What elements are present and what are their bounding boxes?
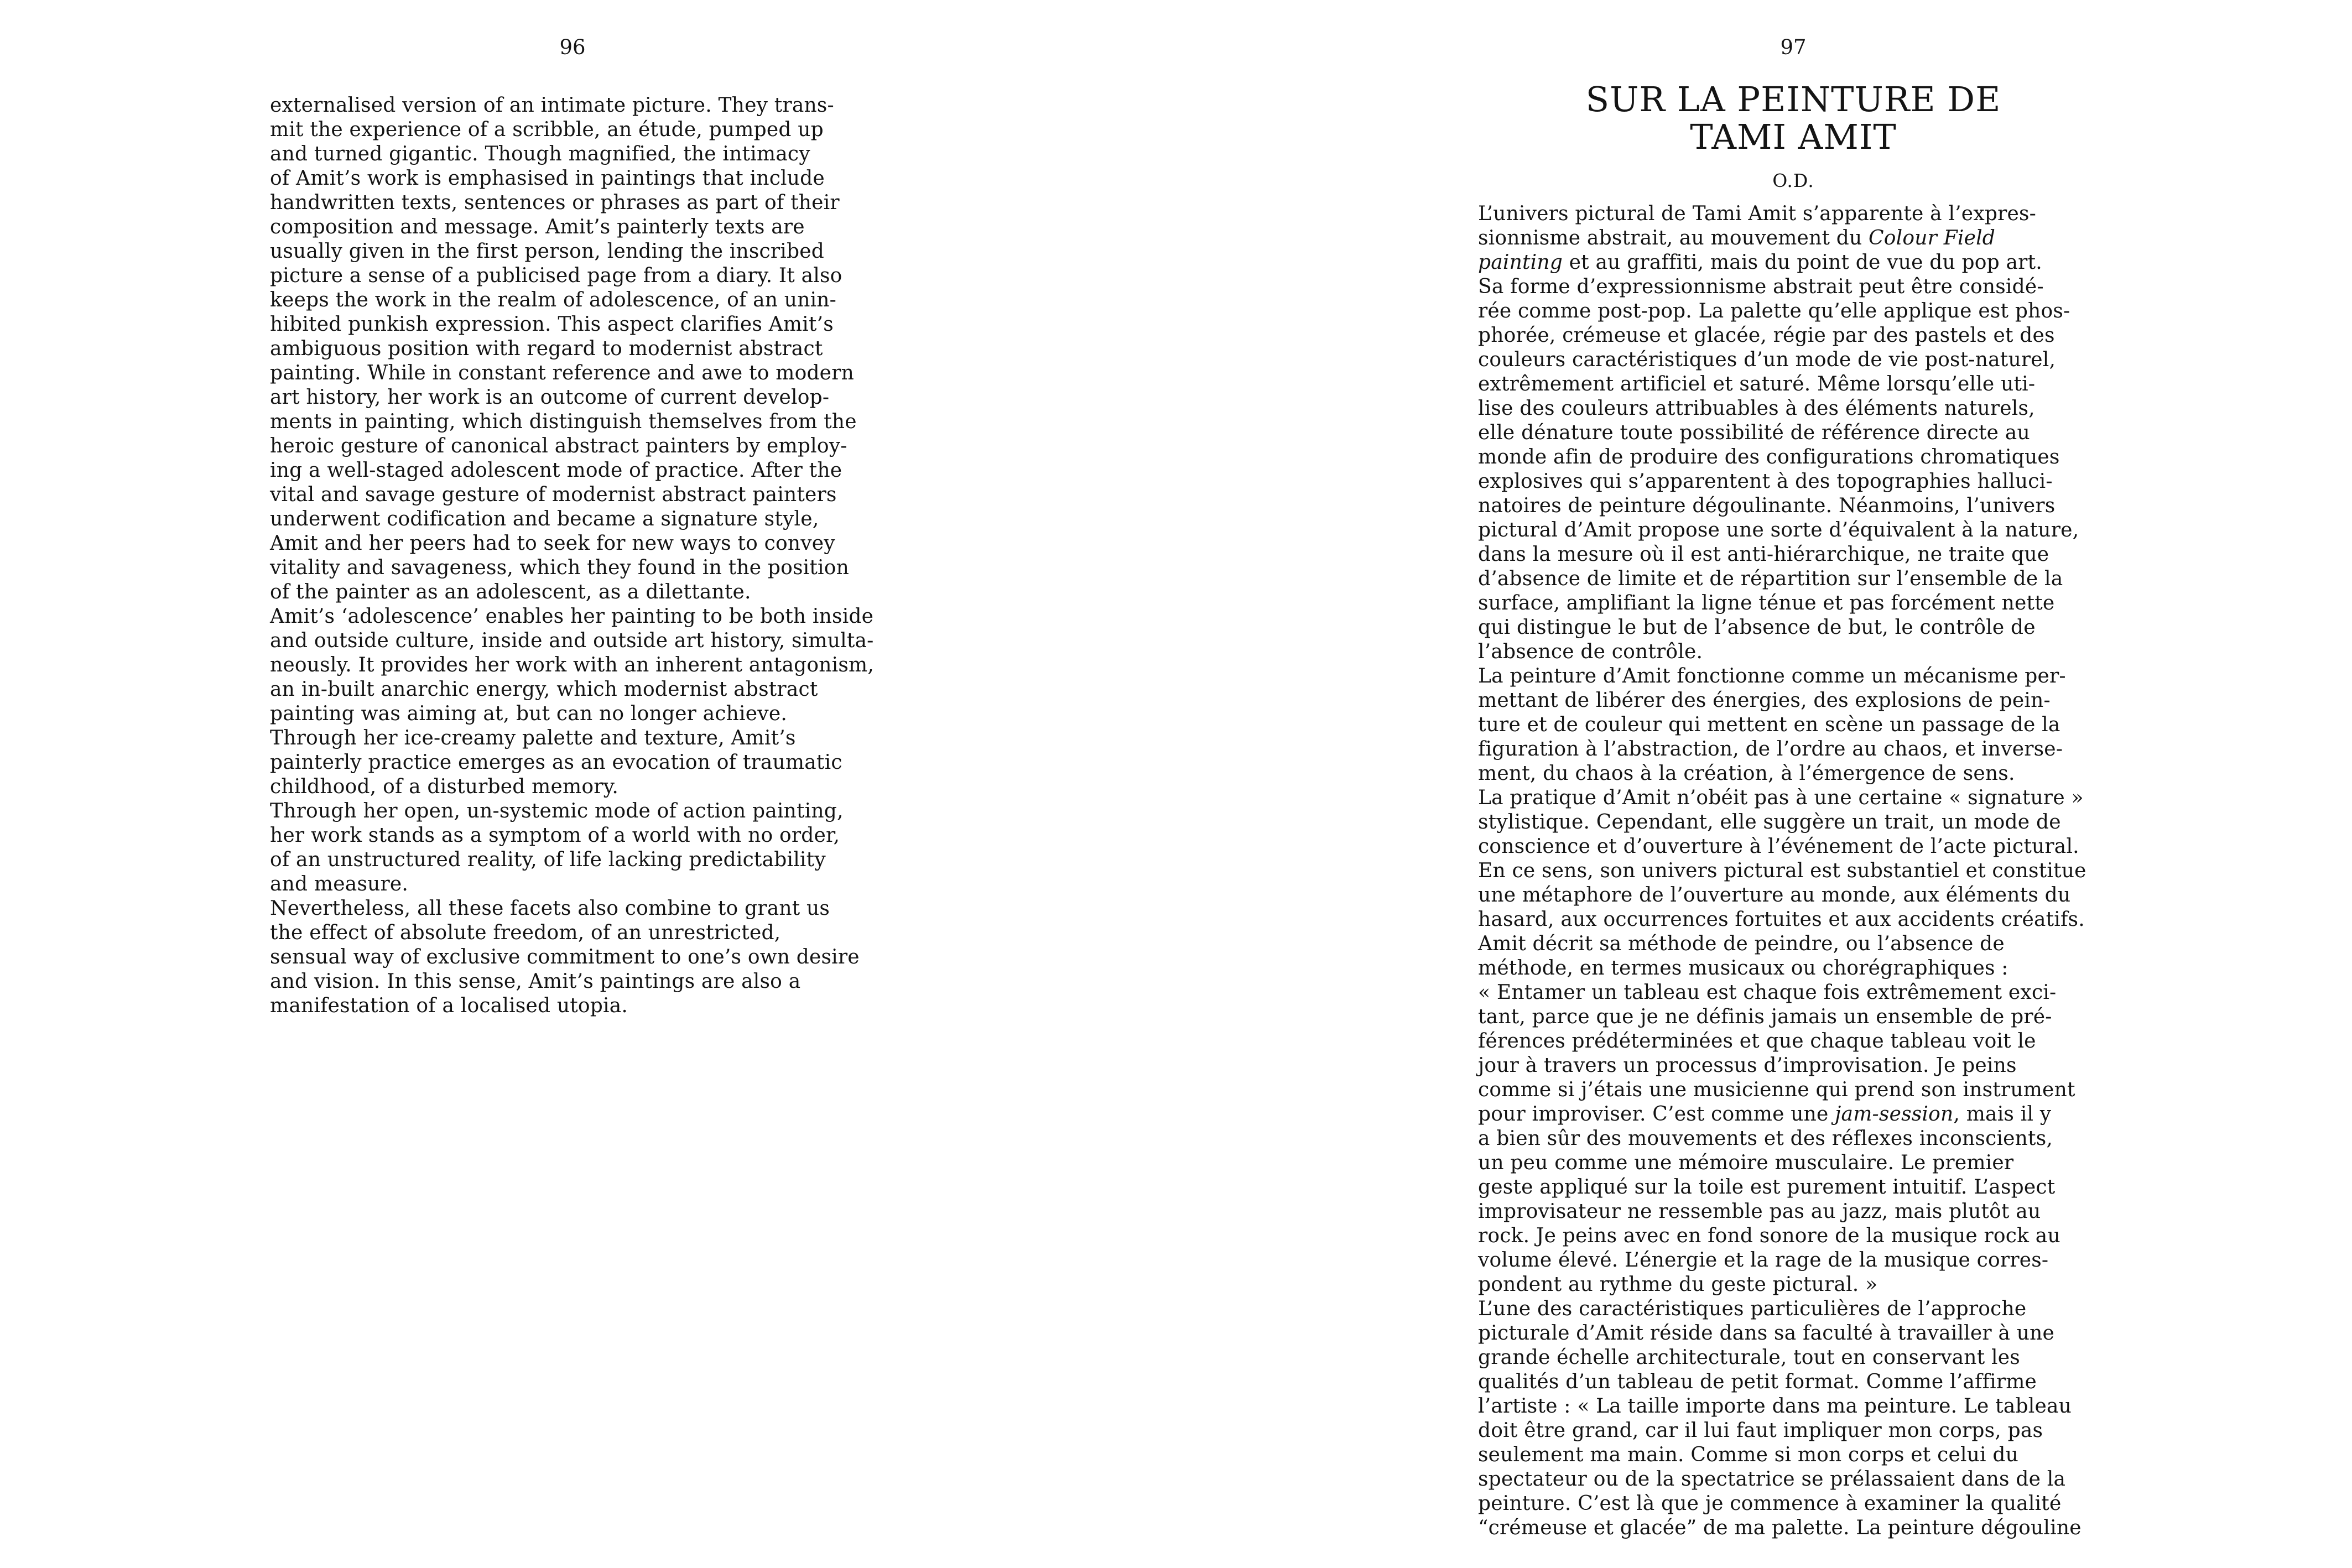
paragraph xyxy=(1478,664,2109,786)
text-line: l’absence de contrôle. xyxy=(1478,640,1703,663)
text-line: picture a sense of a publicised page from a diary. It also xyxy=(270,264,842,287)
text-line: ambiguous position with regard to modernist abstract xyxy=(270,337,823,360)
text-line: extrêmement artificiel et saturé. Même lorsqu’elle uti- xyxy=(1478,373,2036,395)
paragraph xyxy=(1478,932,2109,1297)
paragraph xyxy=(1478,202,2109,664)
author-initials: O.D. xyxy=(1772,170,1814,191)
text-line: externalised version of an intimate picture. They trans- xyxy=(270,94,834,117)
text-line: Sa forme d’expressionnisme abstrait peut être considé- xyxy=(1478,275,2044,298)
text-line: peinture. C’est là que je commence à examiner la qualité xyxy=(1478,1492,2062,1515)
text-line: handwritten texts, sentences or phrases as part of their xyxy=(270,191,840,214)
text-line: vitality and savageness, which they found in the position xyxy=(270,556,849,579)
text-line: jour à travers un processus d’improvisation. Je peins xyxy=(1478,1054,2017,1077)
text-line: couleurs caractéristiques d’un mode de vie post-naturel, xyxy=(1478,348,2056,371)
text-line: ing a well-staged adolescent mode of practice. After the xyxy=(270,459,842,482)
text-line: Through her open, un-systemic mode of action painting, xyxy=(270,800,844,822)
text-line: picturale d’Amit réside dans sa faculté à travailler à une xyxy=(1478,1322,2055,1345)
text-line: qualités d’un tableau de petit format. Comme l’affirme xyxy=(1478,1371,2037,1393)
text-line: of an unstructured reality, of life lacking predictability xyxy=(270,848,826,871)
text-line: of Amit’s work is emphasised in paintings that include xyxy=(270,167,825,190)
left-page-text xyxy=(270,93,875,1018)
text-line: phorée, crémeuse et glacée, régie par des pastels et des xyxy=(1478,324,2055,347)
text-line: neously. It provides her work with an inherent antagonism, xyxy=(270,654,875,676)
text-line: ments in painting, which distinguish themselves from the xyxy=(270,410,857,433)
text-line: of the painter as an adolescent, as a dilettante. xyxy=(270,581,751,603)
text-line: « Entamer un tableau est chaque fois extrêmement exci- xyxy=(1478,981,2057,1004)
text-line: a bien sûr des mouvements et des réflexes inconscients, xyxy=(1478,1127,2053,1150)
text-line: figuration à l’abstraction, de l’ordre au chaos, et inverse- xyxy=(1478,738,2063,760)
text-line: méthode, en termes musicaux ou chorégraphiques : xyxy=(1478,957,2008,980)
text-line: Amit’s ‘adolescence’ enables her painting to be both inside xyxy=(270,605,874,628)
text-line: rock. Je peins avec en fond sonore de la musique rock au xyxy=(1478,1225,2060,1247)
text-line: explosives qui s’apparentent à des topographies halluci- xyxy=(1478,470,2053,493)
text-line: d’absence de limite et de répartition sur l’ensemble de la xyxy=(1478,567,2063,590)
text-line: qui distingue le but de l’absence de but, le contrôle de xyxy=(1478,616,2036,639)
page-number-right: 97 xyxy=(1780,35,1807,59)
article-title-line-1: SUR LA PEINTURE DE xyxy=(1585,79,2001,119)
text-line: La peinture d’Amit fonctionne comme un mécanisme per- xyxy=(1478,665,2066,687)
text-line: “crémeuse et glacée” de ma palette. La peinture dégouline xyxy=(1478,1517,2082,1539)
text-line: La pratique d’Amit n’obéit pas à une certaine « signature » xyxy=(1478,786,2084,809)
text-line: tant, parce que je ne définis jamais un ensemble de pré- xyxy=(1478,1006,2052,1028)
text-line: conscience et d’ouverture à l’événement de l’acte pictural. xyxy=(1478,835,2079,858)
text-line: mit the experience of a scribble, an étude, pumped up xyxy=(270,118,824,141)
text-line: grande échelle architecturale, tout en conservant les xyxy=(1478,1346,2020,1369)
text-line: underwent codification and became a signature style, xyxy=(270,508,819,530)
text-line: childhood, of a disturbed memory. xyxy=(270,775,619,798)
paragraph xyxy=(270,726,875,799)
text-line: Amit décrit sa méthode de peindre, ou l’absence de xyxy=(1478,933,2005,955)
text-line: elle dénature toute possibilité de référence directe au xyxy=(1478,421,2030,444)
text-line: Nevertheless, all these facets also combine to grant us xyxy=(270,897,830,920)
text-line: volume élevé. L’énergie et la rage de la musique corres- xyxy=(1478,1249,2049,1272)
text-line: manifestation of a localised utopia. xyxy=(270,994,628,1017)
paragraph xyxy=(270,93,875,605)
text-line: sionnisme abstrait, au mouvement du Colour Field xyxy=(1478,227,1996,249)
text-line: rée comme post-pop. La palette qu’elle applique est phos- xyxy=(1478,300,2070,322)
text-line: geste appliqué sur la toile est purement intuitif. L’aspect xyxy=(1478,1176,2056,1199)
text-line: seulement ma main. Comme si mon corps et celui du xyxy=(1478,1444,2019,1466)
paragraph xyxy=(270,897,875,1018)
text-line: and outside culture, inside and outside art history, simulta- xyxy=(270,629,874,652)
text-line: l’artiste : « La taille importe dans ma peinture. Le tableau xyxy=(1478,1395,2072,1418)
text-line: En ce sens, son univers pictural est substantiel et constitue xyxy=(1478,859,2086,882)
text-line: Amit and her peers had to seek for new ways to convey xyxy=(270,532,835,555)
text-line: surface, amplifiant la ligne ténue et pas forcément nette xyxy=(1478,592,2055,614)
text-line: Through her ice-creamy palette and texture, Amit’s xyxy=(270,727,796,749)
text-line: composition and message. Amit’s painterly texts are xyxy=(270,216,805,238)
text-line: and vision. In this sense, Amit’s paintings are also a xyxy=(270,970,801,993)
page-number-left: 96 xyxy=(559,35,586,59)
text-line: sensual way of exclusive commitment to one’s own desire xyxy=(270,946,860,968)
text-line: painting et au graffiti, mais du point de vue du pop art. xyxy=(1478,251,2042,274)
text-line: painting was aiming at, but can no longer achieve. xyxy=(270,702,787,725)
text-line: comme si j’étais une musicienne qui prend son instrument xyxy=(1478,1079,2075,1101)
text-line: pour improviser. C’est comme une jam-session, mais il y xyxy=(1478,1103,2052,1126)
text-line: mettant de libérer des énergies, des explosions de pein- xyxy=(1478,689,2051,712)
paragraph xyxy=(1478,786,2109,932)
text-line: doit être grand, car il lui faut impliquer mon corps, pas xyxy=(1478,1419,2043,1442)
text-line: une métaphore de l’ouverture au monde, aux éléments du xyxy=(1478,884,2071,907)
text-line: and measure. xyxy=(270,873,409,895)
text-line: natoires de peinture dégoulinante. Néanmoins, l’univers xyxy=(1478,494,2056,517)
text-line: painterly practice emerges as an evocation of traumatic xyxy=(270,751,842,774)
paragraph xyxy=(1478,1297,2109,1540)
text-line: vital and savage gesture of modernist abstract painters xyxy=(270,483,837,506)
text-line: un peu comme une mémoire musculaire. Le premier xyxy=(1478,1152,2014,1174)
right-page-text xyxy=(1478,202,2109,1540)
paragraph xyxy=(270,799,875,897)
text-line: stylistique. Cependant, elle suggère un trait, un mode de xyxy=(1478,811,2061,834)
text-line: ment, du chaos à la création, à l’émergence de sens. xyxy=(1478,762,2015,785)
text-line: painting. While in constant reference and awe to modern xyxy=(270,362,854,384)
text-line: pictural d’Amit propose une sorte d’équivalent à la nature, xyxy=(1478,519,2079,541)
text-line: heroic gesture of canonical abstract painters by employ- xyxy=(270,435,847,457)
text-line: an in-built anarchic energy, which modernist abstract xyxy=(270,678,818,701)
text-line: L’univers pictural de Tami Amit s’apparente à l’expres- xyxy=(1478,202,2037,225)
text-line: L’une des caractéristiques particulières de l’approche xyxy=(1478,1298,2027,1320)
text-line: the effect of absolute freedom, of an unrestricted, xyxy=(270,921,781,944)
paragraph xyxy=(270,605,875,726)
text-line: improvisateur ne ressemble pas au jazz, mais plutôt au xyxy=(1478,1200,2041,1223)
text-line: ture et de couleur qui mettent en scène un passage de la xyxy=(1478,713,2060,736)
text-line: férences prédéterminées et que chaque tableau voit le xyxy=(1478,1030,2036,1053)
text-line: hibited punkish expression. This aspect clarifies Amit’s xyxy=(270,313,834,336)
text-line: art history, her work is an outcome of current develop- xyxy=(270,386,830,409)
text-line: hasard, aux occurrences fortuites et aux accidents créatifs. xyxy=(1478,908,2085,931)
text-line: keeps the work in the realm of adolescence, of an unin- xyxy=(270,289,837,311)
text-line: lise des couleurs attribuables à des éléments naturels, xyxy=(1478,397,2035,420)
text-line: monde afin de produire des configurations chromatiques xyxy=(1478,446,2060,468)
text-line: usually given in the first person, lending the inscribed xyxy=(270,240,824,263)
article-title-line-2: TAMI AMIT xyxy=(1690,117,1897,157)
text-line: spectateur ou de la spectatrice se prélassaient dans de la xyxy=(1478,1468,2066,1491)
text-line: her work stands as a symptom of a world with no order, xyxy=(270,824,840,847)
text-line: pondent au rythme du geste pictural. » xyxy=(1478,1273,1878,1296)
article-title xyxy=(1478,81,2109,156)
text-line: and turned gigantic. Though magnified, the intimacy xyxy=(270,143,810,165)
text-line: dans la mesure où il est anti-hiérarchique, ne traite que xyxy=(1478,543,2049,566)
